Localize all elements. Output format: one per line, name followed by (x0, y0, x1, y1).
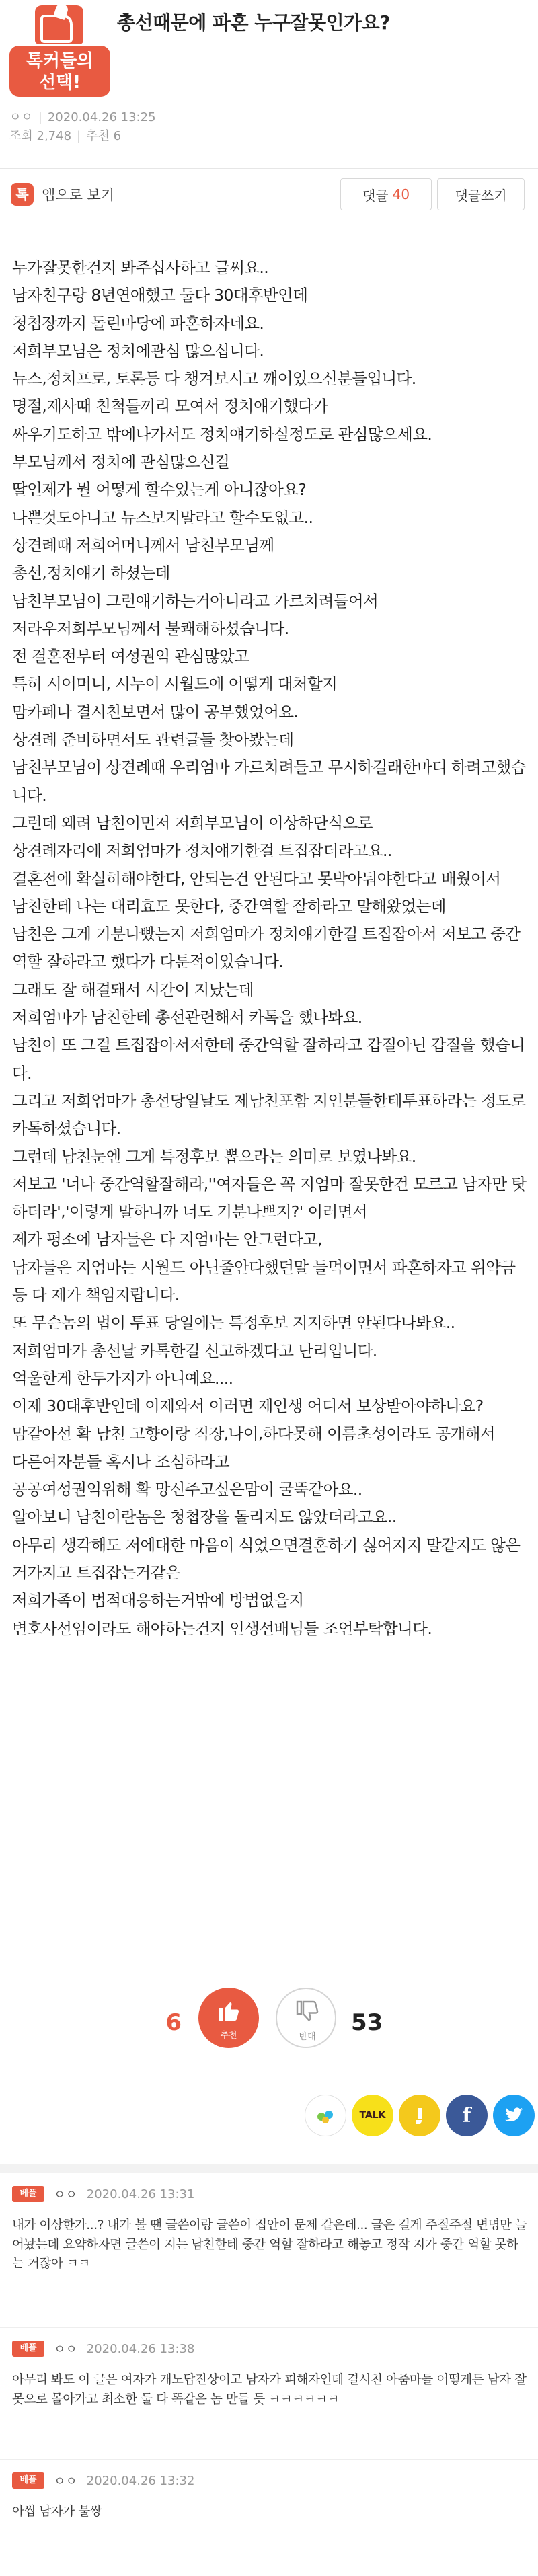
twitter-icon[interactable] (493, 2095, 535, 2136)
body-line: 저희엄마가 남친한테 총선관련해서 카톡을 했나봐요. (12, 1008, 362, 1027)
body-line: 그런데 남친눈엔 그게 특정후보 뽑으라는 의미로 보였나봐요. (12, 1146, 416, 1166)
post-recommends: 추천 6 (86, 129, 122, 143)
body-line: 공공여성권익위해 확 망신주고싶은맘이 굴뚝같아요.. (12, 1480, 362, 1499)
comment-text: 아무리 봐도 이 글은 여자가 개노답진상이고 남자가 피해자인데 결시친 아줌마들 어떻게든 남자 잘못으로 몰아가고 최소한 둘 다 똑같은 놈 만들 듯 ㅋㅋㅋㅋㅋㅋ (12, 2373, 527, 2407)
body-line: 상견례 준비하면서도 관련글들 찾아봤는데 (12, 730, 294, 750)
body-line: 변호사선임이라도 해야하는건지 인생선배님들 조언부탁합니다. (12, 1618, 432, 1638)
body-line: 맘같아선 확 남친 고향이랑 직장,나이,하다못해 이름초성이라도 공개해서 (12, 1424, 495, 1444)
post-meta-line2 (9, 126, 121, 144)
body-line: 제가 평소에 남자들은 다 지엄마는 안그런다고, (12, 1230, 323, 1249)
body-line: 그리고 저희엄마가 총선당일날도 제남친포함 지인분들한테투표하라는 정도로 카톡하셨습니다. (12, 1091, 531, 1138)
comment-header (12, 2339, 194, 2359)
body-line: 딸인제가 뭘 어떻게 할수있는게 아니잖아요? (12, 480, 307, 500)
body-line: 저희엄마가 총선날 카톡한걸 신고하겠다고 난리입니다. (12, 1341, 377, 1360)
thumbs-up-icon (217, 1998, 241, 2023)
body-line: 남친은 그게 기분나빴는지 저희엄마가 정치얘기한걸 트집잡아서 저보고 중간역할 잘하라고 했다가 다툰적이있습니다. (12, 925, 521, 972)
write-comment-button[interactable]: 댓글쓰기 (437, 178, 525, 210)
best-comment (0, 2173, 538, 2328)
facebook-icon[interactable]: f (446, 2095, 488, 2136)
body-line: 총선,정치얘기 하셨는데 (12, 563, 170, 583)
meta-separator: | (77, 129, 81, 143)
body-line: 억울한게 한두가지가 아니예요.... (12, 1368, 233, 1388)
post-title: 총선때문에 파혼 누구잘못인가요? (117, 11, 390, 34)
body-line: 맘카페나 결시친보면서 많이 공부했었어요. (12, 702, 299, 721)
comment-header (12, 2470, 194, 2491)
band-icon[interactable] (305, 2095, 346, 2136)
band-dots-graphic (314, 2104, 337, 2127)
badge-line1: 톡커들의 (26, 51, 94, 71)
body-line: 명절,제사때 친척들끼리 모여서 정치얘기했다가 (12, 397, 328, 416)
body-line: 특히 시어머니, 시누이 시월드에 어떻게 대처할지 (12, 674, 338, 694)
body-line: 나쁜것도아니고 뉴스보지말라고 할수도없고.. (12, 508, 313, 527)
comment-author[interactable]: ㅇㅇ (54, 2188, 77, 2202)
comment-author[interactable]: ㅇㅇ (54, 2343, 77, 2357)
body-line: 상견례자리에 저희엄마가 정치얘기한걸 트집잡더라고요.. (12, 841, 392, 861)
upvote-button[interactable] (198, 1988, 259, 2048)
body-line: 알아보니 남친이란놈은 청첩장을 돌리지도 않았더라고요.. (12, 1508, 397, 1527)
body-line: 그런데 왜려 남친이먼저 저희부모님이 이상하단식으로 (12, 813, 373, 832)
kakaotalk-icon[interactable]: TALK (352, 2095, 393, 2136)
upvote-label: 추천 (220, 2031, 237, 2041)
body-line: 저보고 '너나 중간역할잘해라,''여자들은 꼭 지엄마 잘못한건 모르고 남자만 탓하더라','이렇게 말하니까 너도 기분나쁘지?' 이러면서 (12, 1174, 527, 1222)
body-line: 남친한테 나는 대리효도 못한다, 중간역할 잘하라고 말해왔었는데 (12, 896, 446, 916)
app-view-label: 앱으로 보기 (42, 187, 115, 203)
body-line: 다른여자분들 혹시나 조심하라고 (12, 1452, 230, 1471)
comment-date: 2020.04.26 13:32 (86, 2473, 195, 2488)
body-line: 남자친구랑 8년연애했고 둘다 30대후반인데 (12, 286, 308, 305)
downvote-button[interactable] (276, 1988, 336, 2048)
comment-date: 2020.04.26 13:38 (86, 2341, 195, 2356)
comment-text: 내가 이상한가...? 내가 볼 땐 글쓴이랑 글쓴이 집안이 문제 같은데... 글은 길게 주절주절 변명만 늘어놨는데 요약하자면 글쓴이 지는 남친한테 중간 역할 잘하라고 해놓고 정작 지가 중간 역할 못하는 거잖아 ㅋㅋ (12, 2218, 527, 2271)
kakaostory-icon[interactable] (399, 2095, 440, 2136)
body-line: 남친이 또 그걸 트집잡아서저한테 중간역할 잘하라고 갑질아닌 갑질을 했습니다. (12, 1036, 525, 1083)
badge-line2: 선택! (38, 73, 81, 93)
body-line: 남친부모님이 그런얘기하는거아니라고 가르치려들어서 (12, 591, 379, 611)
section-divider (0, 2164, 538, 2173)
best-comment-badge: 베플 (12, 2341, 44, 2357)
action-bar (0, 168, 538, 219)
body-line: 뉴스,정치프로, 토론등 다 챙겨보시고 깨어있으신분들입니다. (12, 369, 416, 389)
app-view-link[interactable] (11, 182, 114, 206)
comment-date: 2020.04.26 13:31 (86, 2187, 195, 2201)
kakaostory-glyph (412, 2105, 427, 2125)
twitter-bird-glyph (504, 2107, 524, 2124)
best-comment-badge: 베플 (12, 2186, 44, 2202)
body-line: 아무리 생각해도 저에대한 마음이 식었으면결혼하기 싫어지지 말같지도 않은거가지고 트집잡는거같은 (12, 1535, 521, 1582)
downvote-label: 반대 (299, 2032, 316, 2042)
talkers-choice-badge (9, 5, 110, 100)
post-body (12, 254, 531, 1643)
post-header (0, 0, 538, 168)
comment-header (12, 2184, 194, 2204)
comments-label: 댓글 (362, 187, 389, 204)
post-views: 조회 2,748 (9, 129, 72, 143)
meta-separator: | (38, 110, 42, 124)
body-line: 또 무슨놈의 법이 투표 당일에는 특정후보 지지하면 안된다나봐요.. (12, 1313, 455, 1333)
vote-section (0, 1982, 538, 2050)
body-line: 저라우저희부모님께서 불쾌해하셨습니다. (12, 619, 289, 638)
body-line: 그래도 잘 해결돼서 시간이 지났는데 (12, 980, 254, 999)
badge-label (9, 46, 110, 97)
post-date: 2020.04.26 13:25 (47, 110, 156, 124)
post-author[interactable]: ㅇㅇ (9, 110, 33, 124)
comments-button[interactable] (340, 178, 432, 210)
body-line: 부모님께서 정치에 관심많으신걸 (12, 453, 230, 472)
best-comment (0, 2460, 538, 2576)
thumbs-up-icon (35, 5, 83, 44)
upvote-count: 6 (165, 2009, 182, 2036)
body-line: 싸우기도하고 밖에나가서도 정치얘기하실정도로 관심많으세요. (12, 424, 432, 444)
body-line: 전 결혼전부터 여성권익 관심많았고 (12, 647, 249, 666)
body-line: 남친부모님이 상견례때 우리엄마 가르치려들고 무시하길래한마디 하려고했습니다. (12, 758, 526, 805)
best-comment (0, 2328, 538, 2460)
post-meta-line1 (9, 108, 156, 125)
share-bar (0, 2095, 538, 2148)
body-line: 남자들은 지엄마는 시월드 아닌줄안다했던말 들먹이면서 파혼하자고 위약금등 다 제가 책임지랍니다. (12, 1257, 516, 1304)
comments-count: 40 (392, 186, 410, 202)
body-line: 저희부모님은 정치에관심 많으십니다. (12, 341, 264, 360)
body-line: 이제 30대후반인데 이제와서 이러면 제인생 어디서 보상받아야하나요? (12, 1397, 484, 1416)
comment-text: 아씹 남자가 불쌍 (12, 2505, 102, 2519)
body-line: 저희가족이 법적대응하는거밖에 방법없을지 (12, 1591, 304, 1610)
comment-author[interactable]: ㅇㅇ (54, 2474, 77, 2489)
app-icon: 톡 (11, 183, 34, 206)
thumbs-down-icon (295, 2000, 319, 2024)
body-line: 청첩장까지 돌린마당에 파혼하자네요. (12, 313, 264, 333)
body-line: 누가잘못한건지 봐주십사하고 글써요.. (12, 258, 269, 277)
body-line: 결혼전에 확실히해야한다, 안되는건 안된다고 못박아둬야한다고 배웠어서 (12, 869, 501, 888)
body-line: 상견례때 저희어머니께서 남친부모님께 (12, 535, 274, 555)
best-comment-badge: 베플 (12, 2472, 44, 2489)
downvote-count: 53 (351, 2009, 383, 2036)
